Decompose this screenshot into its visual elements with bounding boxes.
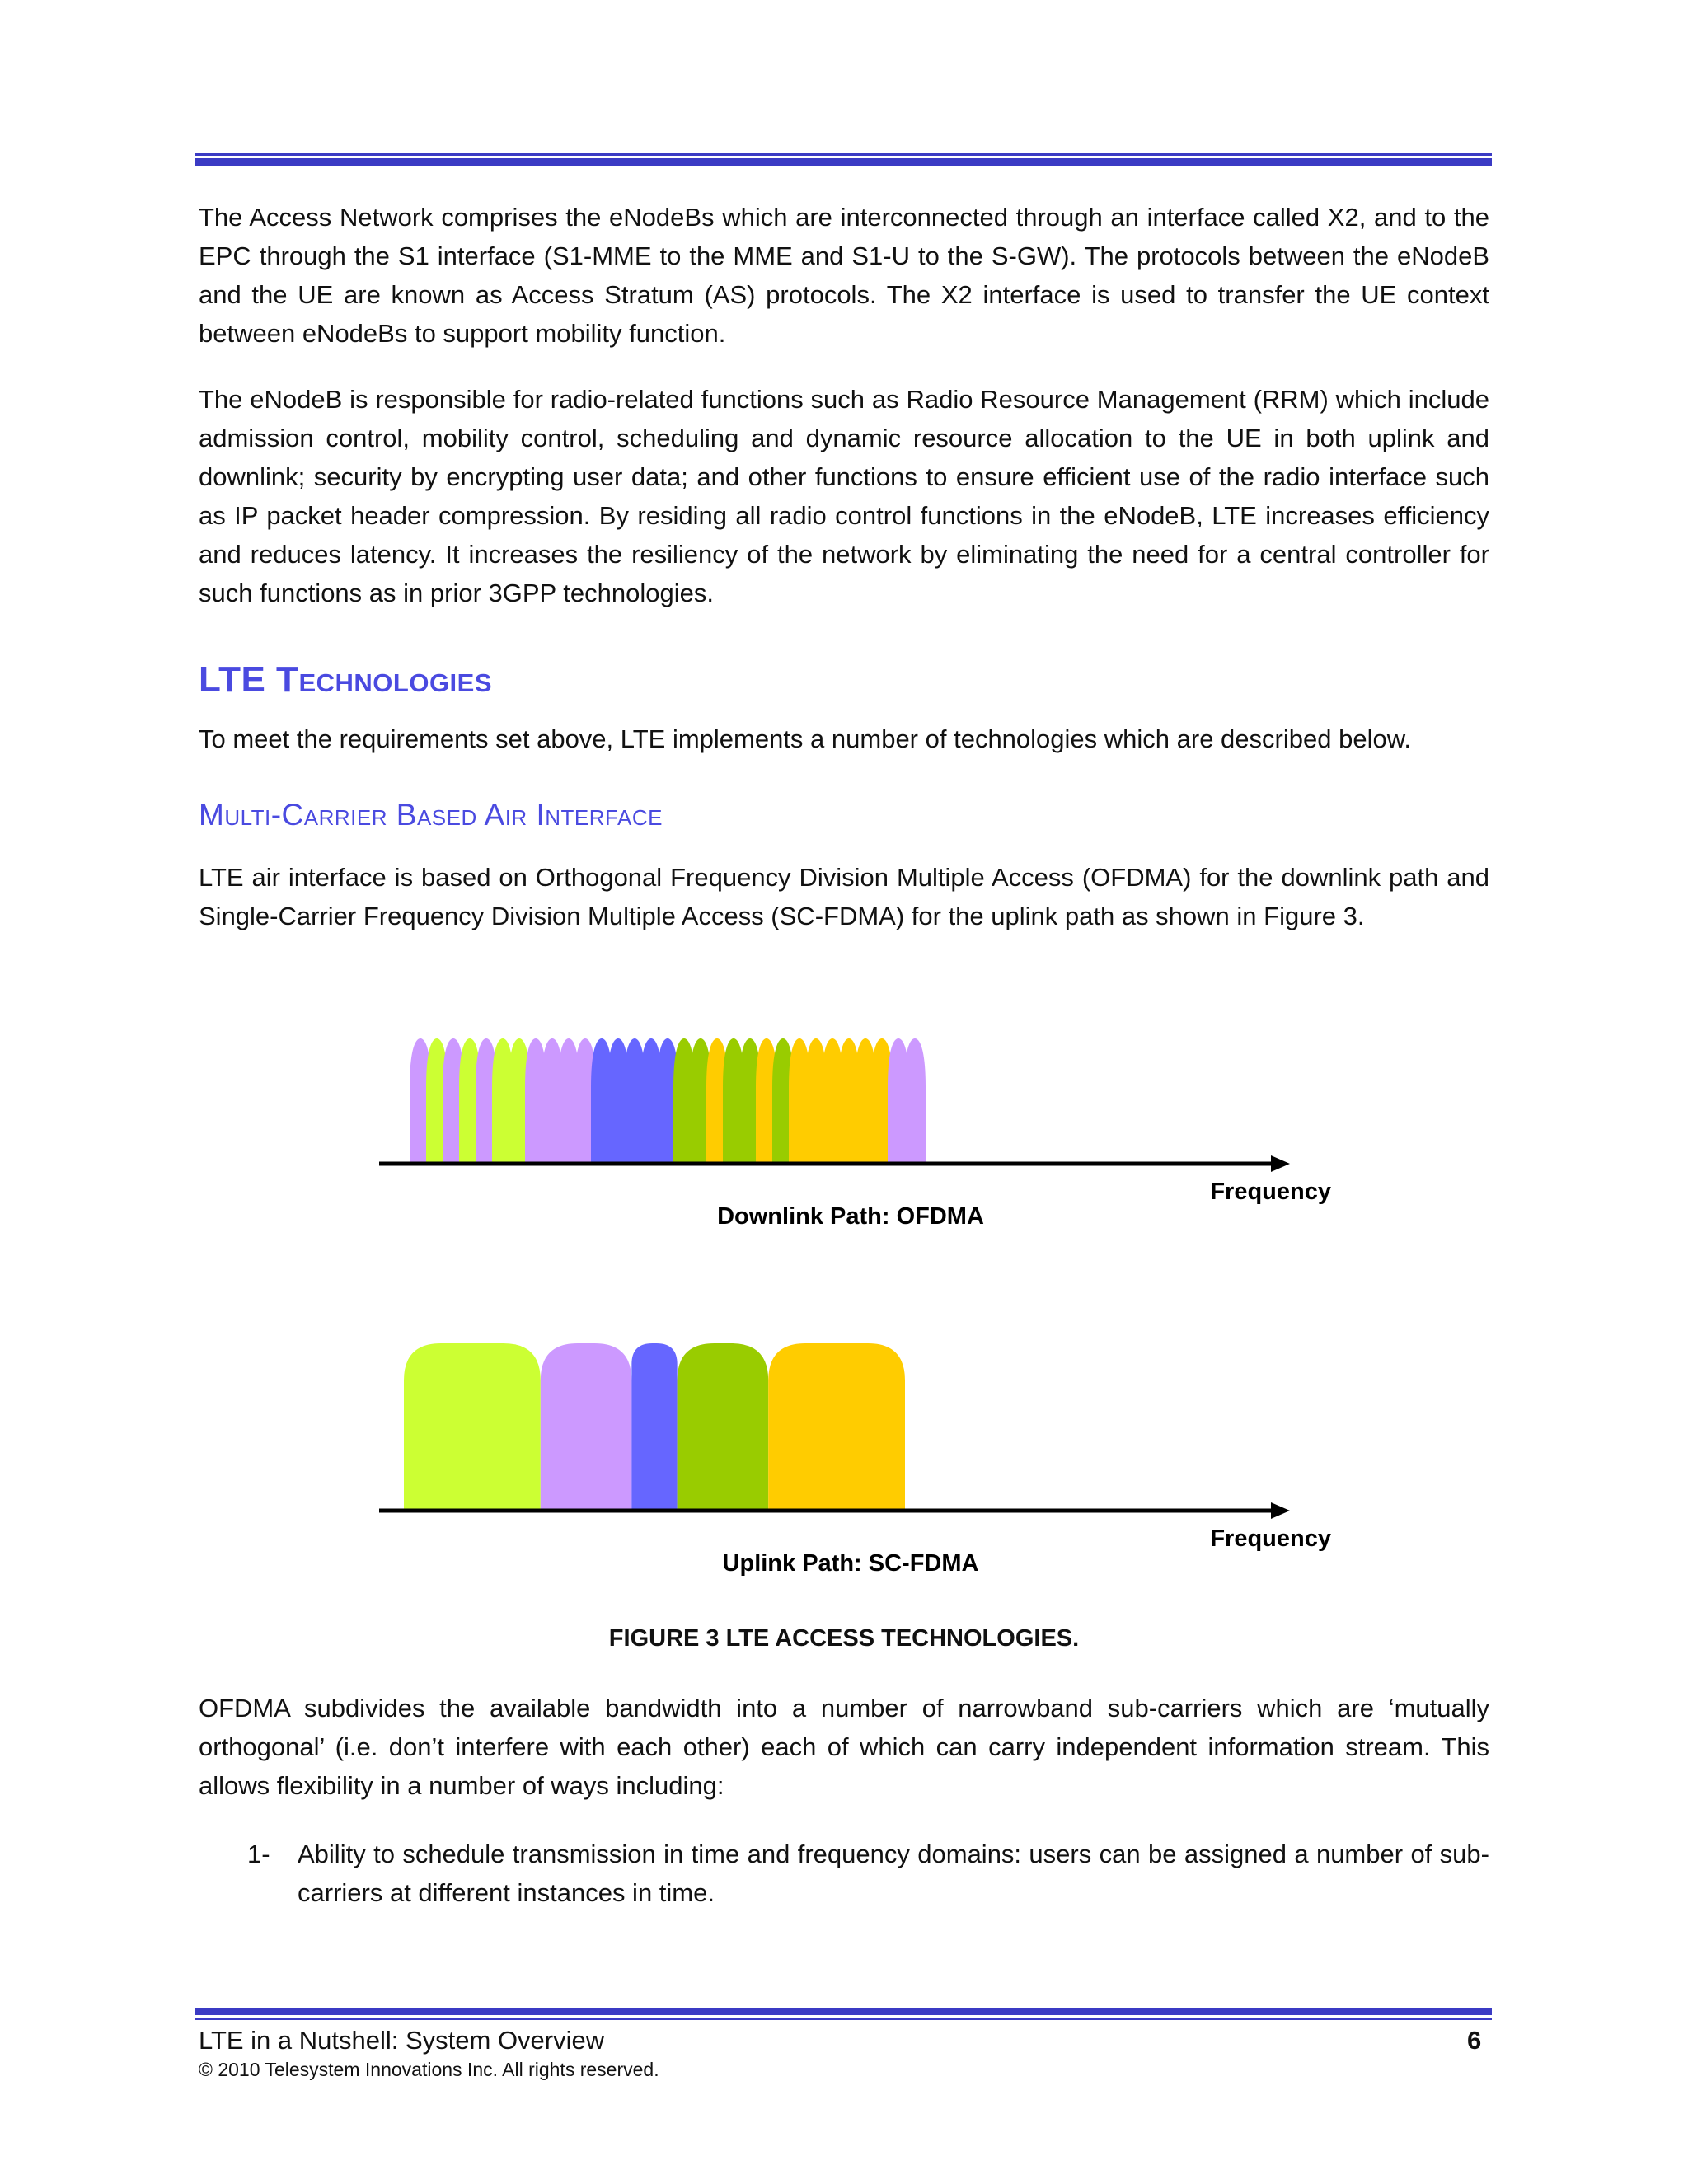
uplink-block-blue bbox=[631, 1343, 677, 1509]
uplink-label: Uplink Path: SC-FDMA bbox=[722, 1550, 979, 1577]
section-intro bbox=[199, 719, 1489, 758]
subsection-heading: Multi-Carrier Based Air Interface bbox=[199, 798, 663, 832]
uplink-block-yellow bbox=[768, 1343, 905, 1509]
paragraph-enodeb bbox=[199, 380, 1489, 612]
section-heading: LTE Technologies bbox=[199, 659, 493, 700]
figure-caption: FIGURE 3 LTE ACCESS TECHNOLOGIES. bbox=[608, 1625, 1080, 1652]
header-rule bbox=[195, 153, 1492, 166]
paragraph-text: LTE air interface is based on Orthogonal Frequency Division Multiple Access (OFDMA) for the downlink path and Single-Carrier Frequency Division Multiple Access (SC-FDMA) for the uplink path as shown in Figure 3. bbox=[199, 863, 1489, 930]
paragraph-text: The eNodeB is responsible for radio-related functions such as Radio Resource Management (RRM) which include admission control, mobility control, scheduling and dynamic resource allocation to the UE in both uplink and downlink; security by encrypting user data; and other functions to ensure efficient use of the radio interface such as IP packet header compression. By residing all radio control functions in the eNodeB, LTE increases efficiency and reduces latency. It increases the resiliency of the network by eliminating the need for a central controller for such functions as in prior 3GPP technologies. bbox=[199, 385, 1489, 607]
paragraph-access-network bbox=[199, 198, 1489, 353]
list-item-text: Ability to schedule transmission in time and frequency domains: users can be assigned a number of sub-carriers at different instances in time. bbox=[298, 1840, 1489, 1907]
paragraph-text: The Access Network comprises the eNodeBs which are interconnected through an interface called X2, and to the EPC through the S1 interface (S1-MME to the MME and S1-U to the S-GW). The protocols between the eNodeB and the UE are known as Access Stratum (AS) protocols. The X2 interface is used to transfer the UE context between eNodeBs to support mobility function. bbox=[199, 203, 1489, 348]
downlink-frequency-label: Frequency bbox=[1210, 1179, 1331, 1205]
downlink-axis-arrow bbox=[1271, 1155, 1290, 1172]
page-number: 6 bbox=[1467, 2026, 1482, 2055]
uplink-block-lavender bbox=[541, 1343, 632, 1509]
ofdma-paragraph bbox=[199, 1689, 1489, 1805]
lte-access-figure bbox=[363, 1001, 1352, 1578]
downlink-subcarriers bbox=[410, 1038, 926, 1162]
paragraph-text: To meet the requirements set above, LTE implements a number of technologies which are described below. bbox=[199, 724, 1411, 753]
footer-title: LTE in a Nutshell: System Overview bbox=[199, 2026, 605, 2055]
list-item-number: 1- bbox=[247, 1840, 270, 1868]
uplink-block-green bbox=[678, 1343, 769, 1509]
downlink-label: Downlink Path: OFDMA bbox=[717, 1203, 984, 1230]
paragraph-text: OFDMA subdivides the available bandwidth into a number of narrowband sub-carriers which are ‘mutually orthogonal’ (i.e. don’t interfere with each other) each of which can carry independent information stream. This allows flexibility in a number of ways including: bbox=[199, 1694, 1489, 1800]
footer-rule bbox=[195, 2008, 1492, 2020]
subcarrier-lavender bbox=[904, 1038, 926, 1162]
uplink-block-lime bbox=[404, 1343, 541, 1509]
uplink-blocks bbox=[404, 1343, 905, 1509]
subsection-paragraph bbox=[199, 858, 1489, 935]
uplink-frequency-label: Frequency bbox=[1210, 1526, 1331, 1552]
uplink-axis-arrow bbox=[1271, 1502, 1290, 1519]
footer-copyright: © 2010 Telesystem Innovations Inc. All rights reserved. bbox=[199, 2059, 659, 2080]
